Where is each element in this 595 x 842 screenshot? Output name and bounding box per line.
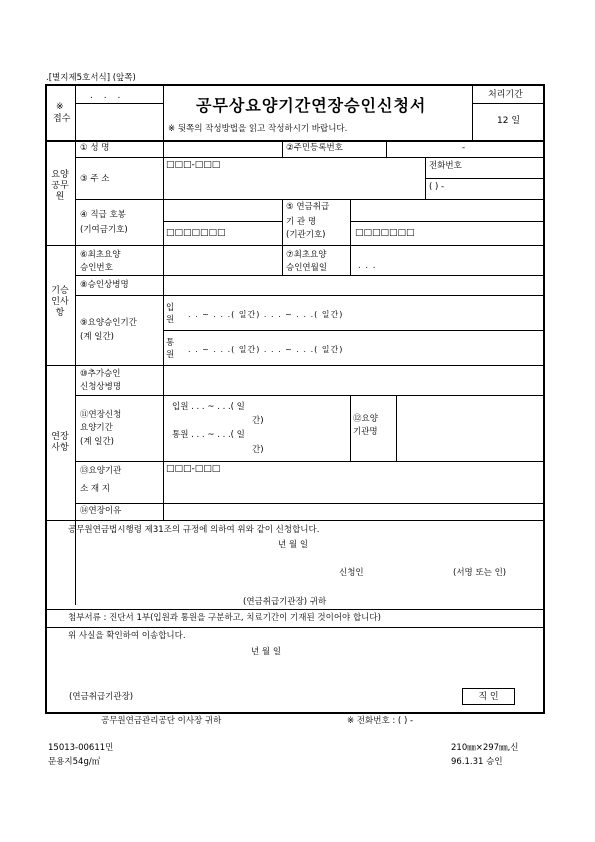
- processing-period-value: 12 일: [497, 116, 521, 126]
- facility-address-label-2: 소 재 지: [80, 484, 111, 494]
- facility-address-field[interactable]: □□□-□□□: [166, 464, 221, 474]
- declaration-date[interactable]: 년 월 일: [278, 540, 309, 550]
- signature-field[interactable]: (서명 또는 인): [453, 568, 507, 578]
- section-patient-label: 요양 공무 원: [51, 170, 69, 202]
- first-approval-no-field[interactable]: [164, 246, 281, 274]
- approved-inpatient-period[interactable]: . . ~ . . .( 일간) . . . ~ . . .( 일간): [188, 310, 344, 319]
- inpatient-label: 입 원: [166, 303, 175, 325]
- instruction-note: ※ 뒷쪽의 작성방법을 읽고 작성하시기 바랍니다.: [168, 124, 348, 134]
- additional-disease-label: ⑩추가승인: [80, 369, 121, 379]
- phone-label: 전화번호: [429, 161, 462, 171]
- section-extension-label: 연장 사항: [51, 432, 69, 453]
- outpatient-label: 통 원: [166, 338, 175, 360]
- confirm-date[interactable]: 년 월 일: [251, 647, 282, 657]
- agency-code-label: (기관기호): [286, 230, 326, 240]
- resident-number-label: ②주민등록번호: [286, 143, 343, 153]
- approved-outpatient-period[interactable]: . . ~ . . .( 일간) . . . ~ . . .( 일간): [188, 345, 344, 354]
- form-code: 15013-00611민: [48, 743, 114, 753]
- facility-address-label: ⑬요양기관: [80, 466, 122, 476]
- additional-disease-label-2: 신청상병명: [80, 382, 122, 392]
- receipt-label: 접수: [53, 114, 71, 124]
- agency-code-field[interactable]: □□□□□□□: [355, 228, 415, 238]
- approved-disease-label: ⑧승인상병명: [80, 280, 129, 290]
- extension-inpatient-days: 간): [252, 416, 264, 426]
- phone-field[interactable]: ( ) -: [429, 182, 445, 192]
- first-approval-no-label: ⑥최초요양: [80, 250, 121, 260]
- pension-agency-label: ⑤ 연금취급: [286, 202, 330, 212]
- extension-reason-label: ⑭연장이유: [80, 506, 122, 516]
- extension-period-sub: (계 일간): [80, 437, 114, 447]
- contribution-code-field[interactable]: □□□□□□□: [166, 228, 226, 238]
- receipt-mark: ※: [56, 102, 64, 112]
- facility-name-field[interactable]: [397, 396, 544, 460]
- confirm-text: 위 사실을 확인하여 이송합니다.: [68, 631, 186, 641]
- paper-spec: 문용지54g/㎡: [48, 757, 101, 767]
- extension-reason-field[interactable]: [164, 504, 544, 519]
- applicant-label: 신청인: [339, 568, 364, 578]
- first-approval-date-label: ⑦최초요양: [286, 250, 327, 260]
- processing-period-label: 처리기간: [488, 90, 523, 100]
- facility-name-label: ⑫요양: [353, 414, 378, 424]
- approval-date: 96.1.31 승인: [451, 757, 503, 767]
- additional-disease-field[interactable]: [164, 366, 544, 394]
- extension-inpatient-field[interactable]: 입원 . . . ~ . . .( 일: [172, 402, 245, 412]
- resident-number-field[interactable]: -: [462, 143, 466, 153]
- pension-agency-label-2: 기 관 명: [286, 217, 317, 227]
- recipient-pension-corp: 공무원연금관리공단 이사장 귀하: [101, 716, 222, 726]
- extension-outpatient-days: 간): [252, 445, 264, 455]
- approved-disease-field[interactable]: [164, 276, 544, 294]
- contact-phone[interactable]: ※ 전화번호 : ( ) -: [347, 716, 414, 726]
- attachment-note: 첨부서류 : 진단서 1부(입원과 통원을 구분하고, 치료기간이 기재된 것이어야 합니다): [68, 613, 381, 623]
- name-field[interactable]: [164, 141, 281, 156]
- receipt-date-dots: . . .: [90, 91, 125, 101]
- agency-head-label: (연금취급기관장): [69, 692, 134, 702]
- extension-period-label: ⑪연장신청: [80, 410, 122, 420]
- form-reference-note: .[별지제5호서식] (앞쪽): [46, 73, 136, 83]
- declaration-text: 공무원연금법시행령 제31조의 규정에 의하여 위와 같이 신청합니다.: [68, 525, 320, 535]
- name-label: ① 성 명: [80, 143, 110, 153]
- approved-period-label: ⑨요양승인기간: [80, 318, 137, 328]
- first-approval-date-field[interactable]: . . .: [358, 261, 377, 271]
- first-approval-no-label-2: 승인번호: [80, 263, 113, 273]
- extension-outpatient-field[interactable]: 통원 . . . ~ . . .( 일: [172, 430, 245, 440]
- recipient-pension-agency: (연금취급기관장) 귀하: [243, 597, 327, 607]
- extension-period-label-2: 요양기간: [80, 423, 113, 433]
- paper-size: 210㎜×297㎜,신: [451, 743, 519, 753]
- address-label: ③ 주 소: [80, 174, 110, 184]
- approved-period-sub: (계 일간): [80, 332, 114, 342]
- address-postcode-field[interactable]: □□□-□□□: [166, 160, 221, 170]
- rank-label: ④ 직급 호봉: [80, 210, 126, 220]
- facility-name-label-2: 기관명: [353, 427, 378, 437]
- section-existing-label: 기승 인사 항: [51, 286, 69, 318]
- rank-sub-label: (기여금기호): [80, 225, 128, 235]
- official-seal-box[interactable]: 직 인: [462, 688, 515, 705]
- first-approval-date-label-2: 승인연월일: [286, 263, 328, 273]
- form-title: 공무상요양기간연장승인신청서: [196, 96, 427, 115]
